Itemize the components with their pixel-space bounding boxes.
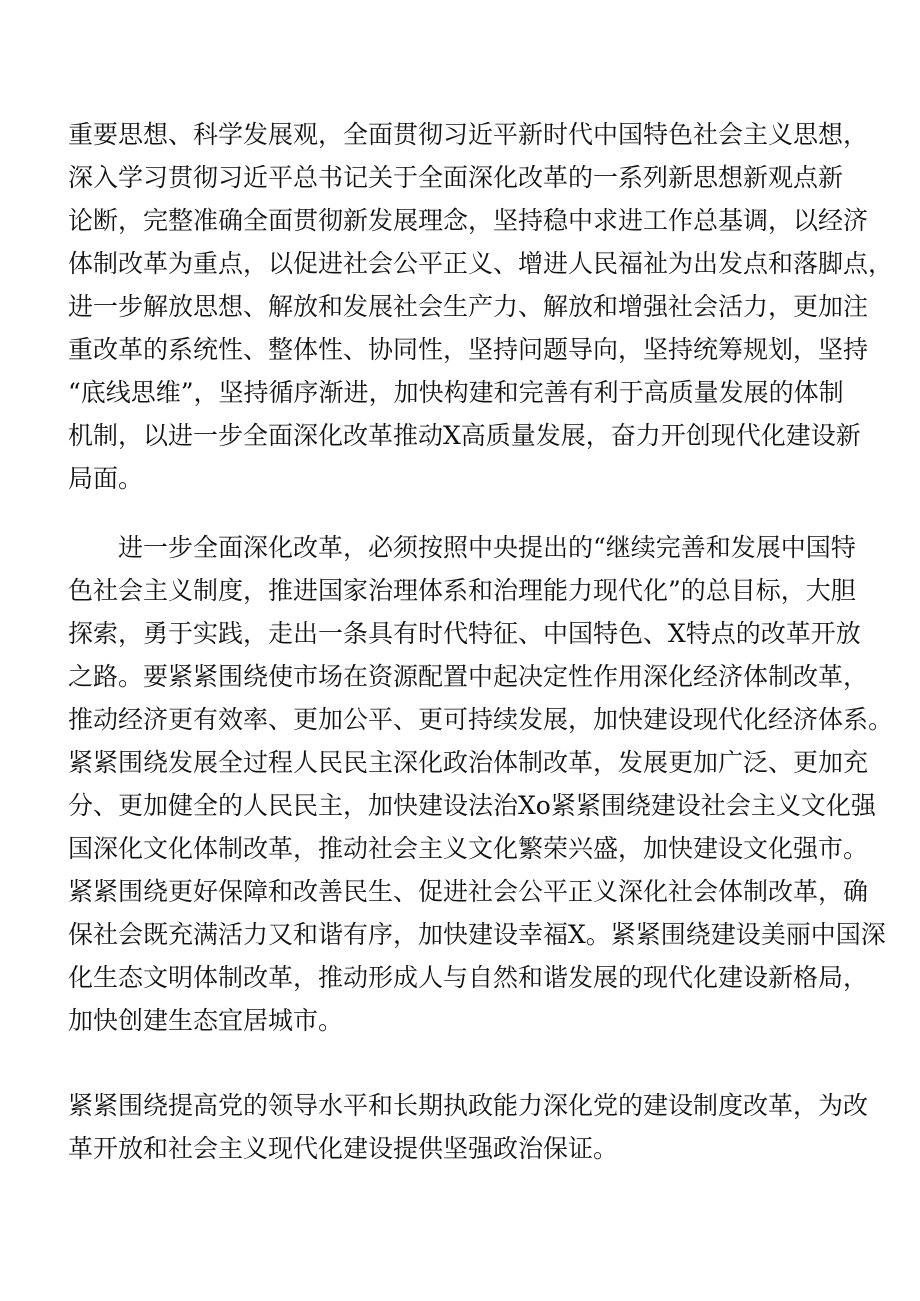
paragraph-line: 探索，勇于实践，走出一条具有时代特征、中国特色、X特点的改革开放 <box>68 619 861 648</box>
paragraph-line: 重改革的系统性、整体性、协同性，坚持问题导向，坚持统筹规划，坚持 <box>68 335 869 364</box>
paragraph-line: 论断，完整准确全面贯彻新发展理念，坚持稳中求进工作总基调，以经济 <box>68 206 869 235</box>
paragraph-line: 重要思想、科学发展观，全面贯彻习近平新时代中国特色社会主义思想， <box>68 120 869 149</box>
paragraph-line: 分、更加健全的人民民主，加快建设法治Xo紧紧围绕建设社会主义文化强 <box>68 791 876 820</box>
paragraph-line: 局面。 <box>68 464 144 493</box>
paragraph-line: 紧紧围绕更好保障和改善民生、促进社会公平正义深化社会体制改革，确 <box>68 877 869 906</box>
paragraph-line: 深入学习贯彻习近平总书记关于全面深化改革的一系列新思想新观点新 <box>68 163 844 192</box>
paragraph-line: 国深化文化体制改革，推动社会主义文化繁荣兴盛，加快建设文化强市。 <box>68 834 869 863</box>
paragraph-line: 推动经济更有效率、更加公平、更可持续发展，加快建设现代化经济体系。 <box>68 705 894 734</box>
paragraph-line: 保社会既充满活力又和谐有序，加快建设幸福X。紧紧围绕建设美丽中国深 <box>68 920 886 949</box>
paragraph-line: 色社会主义制度，推进国家治理体系和治理能力现代化”的总目标，大胆 <box>68 576 856 605</box>
paragraph-line: 革开放和社会主义现代化建设提供坚强政治保证。 <box>68 1134 619 1163</box>
paragraph-line: 进一步解放思想、解放和发展社会生产力、解放和增强社会活力，更加注 <box>68 292 869 321</box>
paragraph-line: “底线思维”，坚持循序渐进，加快构建和完善有利于高质量发展的体制 <box>68 378 844 407</box>
paragraph-line: 进一步全面深化改革，必须按照中央提出的“继续完善和发展中国特 <box>118 533 856 562</box>
paragraph-line: 化生态文明体制改革，推动形成人与自然和谐发展的现代化建设新格局， <box>68 963 869 992</box>
paragraph-line: 机制，以进一步全面深化改革推动X高质量发展，奋力开创现代化建设新 <box>68 421 861 450</box>
paragraph-line: 加快创建生态宜居城市。 <box>68 1006 344 1035</box>
paragraph-line: 体制改革为重点，以促进社会公平正义、增进人民福祉为出发点和落脚点， <box>68 249 894 278</box>
paragraph-line: 紧紧围绕提高党的领导水平和长期执政能力深化党的建设制度改革，为改 <box>68 1091 869 1120</box>
paragraph-line: 紧紧围绕发展全过程人民民主深化政治体制改革，发展更加广泛、更加充 <box>68 748 869 777</box>
paragraph-line: 之路。要紧紧围绕使市场在资源配置中起决定性作用深化经济体制改革， <box>68 662 869 691</box>
